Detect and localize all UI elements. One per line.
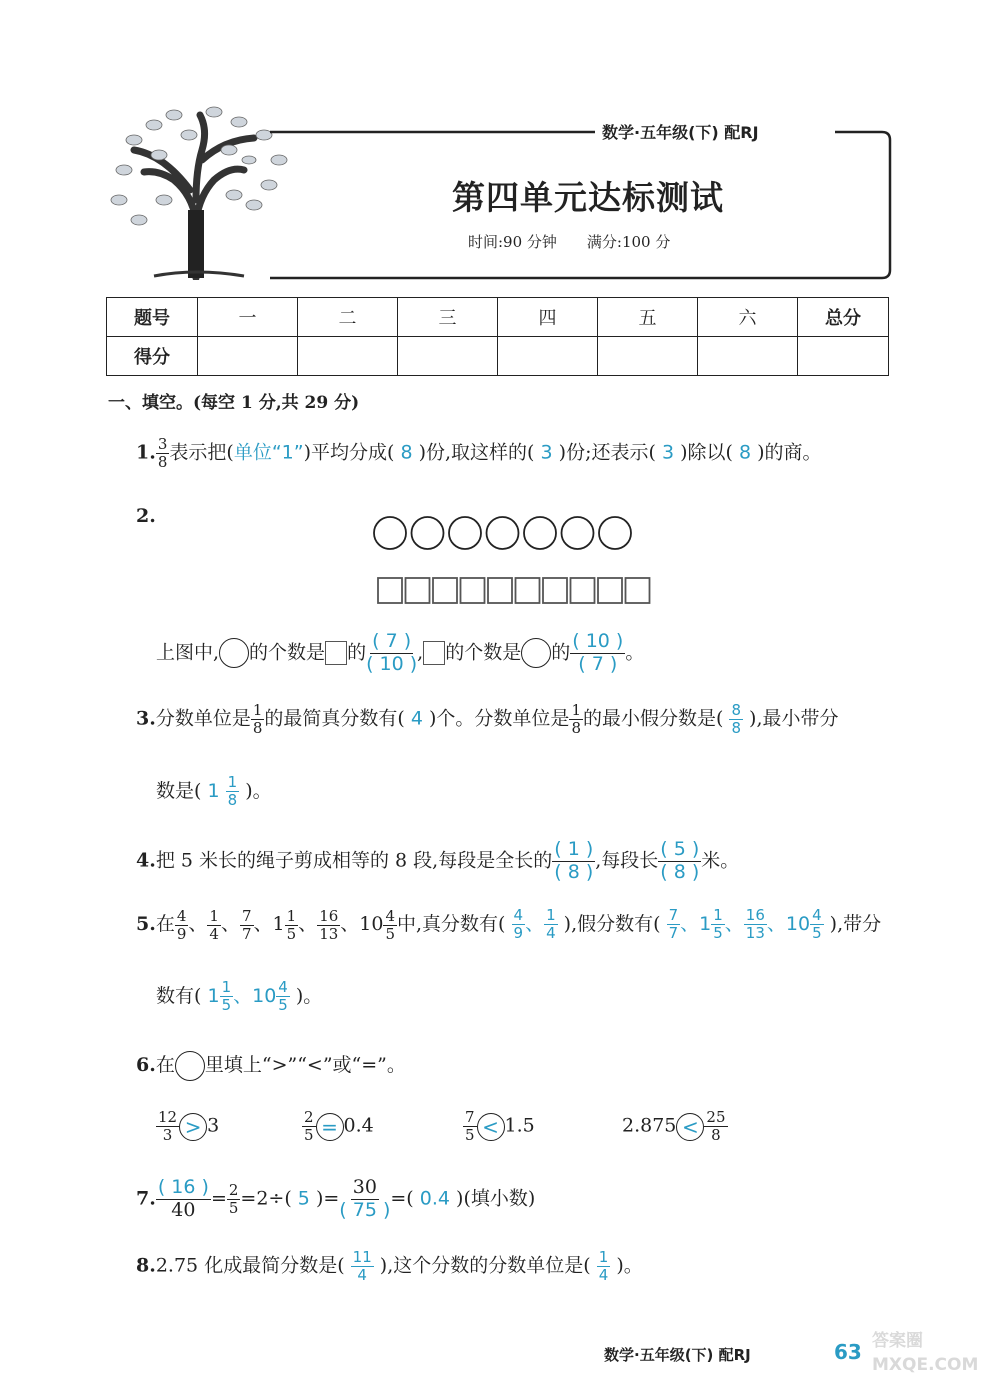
compare-item-3: $\frac{7}{5}$ < 1.5 xyxy=(465,1108,535,1144)
fraction: $\frac{1}{8}$ xyxy=(252,701,263,737)
table-cell: 三 xyxy=(398,298,498,337)
square-shape xyxy=(543,578,567,603)
page-number: 63 xyxy=(834,1340,862,1364)
question-8: 8.2.75 化成最简分数是( $\frac{11}{4}$ ),这个分数的分数单位是( $\frac{1}{4}$ )。 xyxy=(136,1248,643,1284)
fraction: $\frac{( 16 )}{40}$ xyxy=(157,1176,209,1221)
score-table-score-row xyxy=(107,337,889,376)
answer[interactable]: $\frac{( 1 )}{( 8 )}$ xyxy=(554,838,594,883)
question-number: 1. xyxy=(136,441,156,464)
circles-figure xyxy=(372,514,637,552)
question-6: 6.在 里填上“>”“<”或“=”。 xyxy=(136,1050,406,1081)
question-number: 2. xyxy=(136,505,156,527)
table-cell: 得分 xyxy=(107,337,198,376)
fraction: $\frac{1}{8}$ xyxy=(571,701,581,737)
section-heading: 一、填空。(每空 1 分,共 29 分) xyxy=(108,393,360,413)
circle-symbol xyxy=(219,638,249,668)
answer[interactable]: 1 $\frac{1}{5}$ 、10 $\frac{4}{5}$ xyxy=(207,978,288,1014)
question-5: 5.在 $\frac{4}{9}$ 、 $\frac{1}{4}$ 、 $\frac{7}{7}$ 、1 $\frac{1}{5}$ 、 $\frac{16}{13}$ 、10 $\frac{4}{5}$ 中,真分数有( $\frac{4}{9}$ 、 $\frac{1}{4}$ ),假分数有( $\frac{7}{7}$ 、1 $\frac{1}{5}$ 、 $\frac{16}{13}$ 、10 $\frac{4}{5}$ ),带分 xyxy=(136,906,882,943)
score-table xyxy=(106,297,889,376)
circle-symbol xyxy=(175,1051,205,1081)
table-cell: 五 xyxy=(598,298,698,337)
answer[interactable]: $\frac{( 7 )}{( 10 )}$ xyxy=(366,630,418,675)
answer[interactable]: $\frac{( 10 )}{( 7 )}$ xyxy=(572,630,624,675)
square-shape xyxy=(488,578,512,603)
compare-item-4: 2.875 < $\frac{25}{8}$ xyxy=(622,1108,726,1144)
table-cell: 四 xyxy=(498,298,598,337)
score-input-cell[interactable] xyxy=(398,337,498,376)
footer-subject-tag: 数学·五年级(下) 配RJ xyxy=(604,1346,751,1364)
question-3-cont: 数是( 1 $\frac{1}{8}$ )。 xyxy=(156,773,272,809)
circle-shape xyxy=(562,517,594,549)
watermark: 答案圈 MXQE.COM xyxy=(872,1331,979,1375)
question-4: 4.把 5 米长的绳子剪成相等的 8 段,每段是全长的 $\frac{( 1 )}{( 8 )}$ ,每段长 $\frac{( 5 )}{( 8 )}$ 米。 xyxy=(136,838,740,883)
answer[interactable]: 3 xyxy=(540,441,553,464)
answer[interactable]: 5 xyxy=(297,1187,310,1210)
score-input-cell[interactable] xyxy=(698,337,798,376)
table-cell: 二 xyxy=(298,298,398,337)
score-input-cell[interactable] xyxy=(298,337,398,376)
compare-answer[interactable]: < xyxy=(477,1113,505,1141)
compare-item-2: $\frac{2}{5}$ = 0.4 xyxy=(304,1108,374,1144)
table-cell: 一 xyxy=(198,298,298,337)
square-shape xyxy=(598,578,622,603)
circle-shape xyxy=(487,517,519,549)
question-2-text: 上图中, 的个数是 的 $\frac{( 7 )}{( 10 )}$ , 的个数是 的 $\frac{( 10 )}{( 7 )}$ 。 xyxy=(156,630,645,675)
circle-shape xyxy=(524,517,556,549)
answer[interactable]: 8 xyxy=(400,441,413,464)
compare-answer[interactable]: < xyxy=(676,1113,704,1141)
square-shape xyxy=(626,578,650,603)
square-shape xyxy=(516,578,540,603)
score-input-cell[interactable] xyxy=(598,337,698,376)
square-shape xyxy=(571,578,595,603)
question-5-cont: 数有( 1 $\frac{1}{5}$ 、10 $\frac{4}{5}$ )。 xyxy=(156,978,323,1014)
score-table-header-row xyxy=(107,298,889,337)
compare-answer[interactable]: > xyxy=(179,1113,207,1141)
answer[interactable]: 4 xyxy=(410,707,423,730)
circle-shape xyxy=(449,517,481,549)
exam-meta: 时间:90 分钟 满分:100 分 xyxy=(468,233,671,251)
square-shape xyxy=(378,578,402,603)
square-shape xyxy=(406,578,430,603)
answer[interactable]: $\frac{7}{7}$ 、1 $\frac{1}{5}$ 、 $\frac{16}{13}$ 、10 $\frac{4}{5}$ xyxy=(668,906,822,942)
subject-tag: 数学·五年级(下) 配RJ xyxy=(602,123,759,142)
table-cell: 题号 xyxy=(107,298,198,337)
circle-symbol xyxy=(521,638,551,668)
compare-item-1: $\frac{12}{3}$ > 3 xyxy=(158,1108,220,1144)
compare-answer[interactable]: = xyxy=(316,1113,344,1141)
answer[interactable]: $\frac{11}{4}$ xyxy=(352,1248,372,1284)
square-shape xyxy=(461,578,485,603)
page-title: 第四单元达标测试 xyxy=(452,178,724,217)
answer[interactable]: $\frac{( 5 )}{( 8 )}$ xyxy=(660,838,700,883)
answer[interactable]: $\frac{1}{4}$ xyxy=(598,1248,609,1284)
square-symbol xyxy=(423,641,445,665)
answer[interactable]: 8 xyxy=(738,441,752,464)
squares-figure xyxy=(376,576,658,606)
answer[interactable]: 3 xyxy=(661,441,675,464)
fraction: $\frac{3}{8}$ xyxy=(157,435,168,471)
table-cell: 总分 xyxy=(798,298,889,337)
answer[interactable]: 1 $\frac{1}{8}$ xyxy=(207,773,238,809)
square-symbol xyxy=(325,641,347,665)
answer[interactable]: $\frac{4}{9}$ 、 $\frac{1}{4}$ xyxy=(513,906,556,942)
circle-shape xyxy=(412,517,444,549)
question-3: 3.分数单位是 $\frac{1}{8}$ 的最简真分数有( 4 )个。分数单位是 $\frac{1}{8}$ 的最小假分数是( $\frac{8}{8}$ ),最小带分 xyxy=(136,701,839,737)
score-input-cell[interactable] xyxy=(498,337,598,376)
answer[interactable]: 单位“1” xyxy=(233,441,304,464)
question-7: 7. $\frac{( 16 )}{40}$ = $\frac{2}{5}$ =2÷( 5 )= $\frac{30}{( 75 )}$ =( 0.4 )(填小数) xyxy=(136,1176,536,1221)
table-cell: 六 xyxy=(698,298,798,337)
square-shape xyxy=(433,578,457,603)
answer[interactable]: 0.4 xyxy=(419,1187,450,1210)
circle-shape xyxy=(374,517,406,549)
circle-shape xyxy=(599,517,631,549)
score-input-cell[interactable] xyxy=(798,337,889,376)
answer[interactable]: $\frac{8}{8}$ xyxy=(731,701,741,737)
question-1: 1. $\frac{3}{8}$ 表示把(单位“1”)平均分成( 8 )份,取这样的( 3 )份;还表示( 3 )除以( 8 )的商。 xyxy=(136,435,822,471)
score-input-cell[interactable] xyxy=(198,337,298,376)
